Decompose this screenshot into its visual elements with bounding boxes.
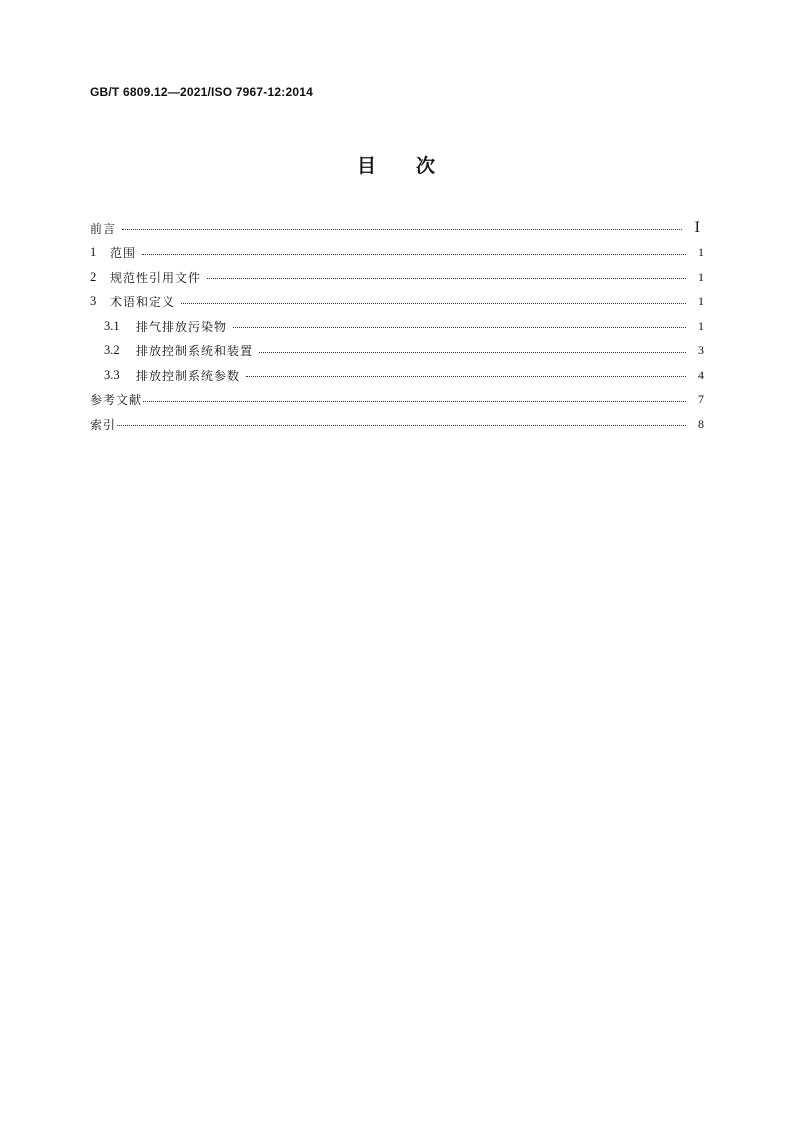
toc-leader-dots <box>259 351 686 353</box>
toc-entry-label: 参考文献 <box>90 393 143 408</box>
toc-entry-label: 前言 <box>90 221 117 236</box>
toc-entry-number: 2 <box>90 269 97 284</box>
toc-entry-normative-references[interactable] <box>90 265 704 290</box>
toc-title <box>0 151 794 178</box>
toc-leader-dots <box>143 400 686 402</box>
toc-entry-bibliography[interactable] <box>90 388 704 413</box>
toc-entry-scope[interactable] <box>90 241 704 266</box>
toc-entry-page: 3 <box>698 343 704 358</box>
toc-entry-page: 1 <box>698 294 704 309</box>
toc-entry-foreword[interactable] <box>90 216 704 241</box>
toc-entry-label: 术语和定义 <box>110 295 176 310</box>
toc-entry-number: 3.3 <box>104 367 120 382</box>
toc-entry-label: 排放控制系统和装置 <box>136 344 254 359</box>
toc-entry-page: 1 <box>698 245 704 260</box>
toc-leader-dots <box>122 228 682 230</box>
toc-leader-dots <box>142 253 686 255</box>
toc-entry-number: 3 <box>90 294 97 309</box>
toc-entry-page: 1 <box>698 318 704 333</box>
toc-entry-number: 3.2 <box>104 343 120 358</box>
toc-entry-exhaust-pollutants[interactable] <box>90 314 704 339</box>
toc-title-char-1: 目 <box>356 155 378 177</box>
toc-leader-dots <box>207 277 686 279</box>
toc-entry-emission-control-systems[interactable] <box>90 339 704 364</box>
toc-entry-page: 1 <box>698 269 704 284</box>
toc-entry-page: 7 <box>698 392 704 407</box>
page-header <box>90 85 313 99</box>
toc-leader-dots <box>233 326 686 328</box>
toc-title-char-2: 次 <box>416 155 438 177</box>
standard-number: GB/T 6809.12—2021/ISO 7967-12:2014 <box>90 85 313 99</box>
toc-entry-number: 1 <box>90 245 97 260</box>
toc-entry-terms-and-definitions[interactable] <box>90 290 704 315</box>
table-of-contents <box>90 216 704 437</box>
toc-leader-dots <box>117 424 686 426</box>
toc-entry-page: 4 <box>698 367 704 382</box>
toc-entry-index[interactable] <box>90 412 704 437</box>
toc-entry-label: 索引 <box>90 417 117 432</box>
toc-leader-dots <box>181 302 686 304</box>
toc-entry-page: Ⅰ <box>694 220 700 236</box>
toc-entry-emission-control-parameters[interactable] <box>90 363 704 388</box>
toc-entry-number: 3.1 <box>104 318 120 333</box>
toc-entry-label: 排放控制系统参数 <box>136 368 241 383</box>
toc-entry-page: 8 <box>698 416 704 431</box>
toc-leader-dots <box>246 375 686 377</box>
toc-entry-label: 范围 <box>110 246 137 261</box>
toc-entry-label: 规范性引用文件 <box>110 270 202 285</box>
toc-entry-label: 排气排放污染物 <box>136 319 228 334</box>
